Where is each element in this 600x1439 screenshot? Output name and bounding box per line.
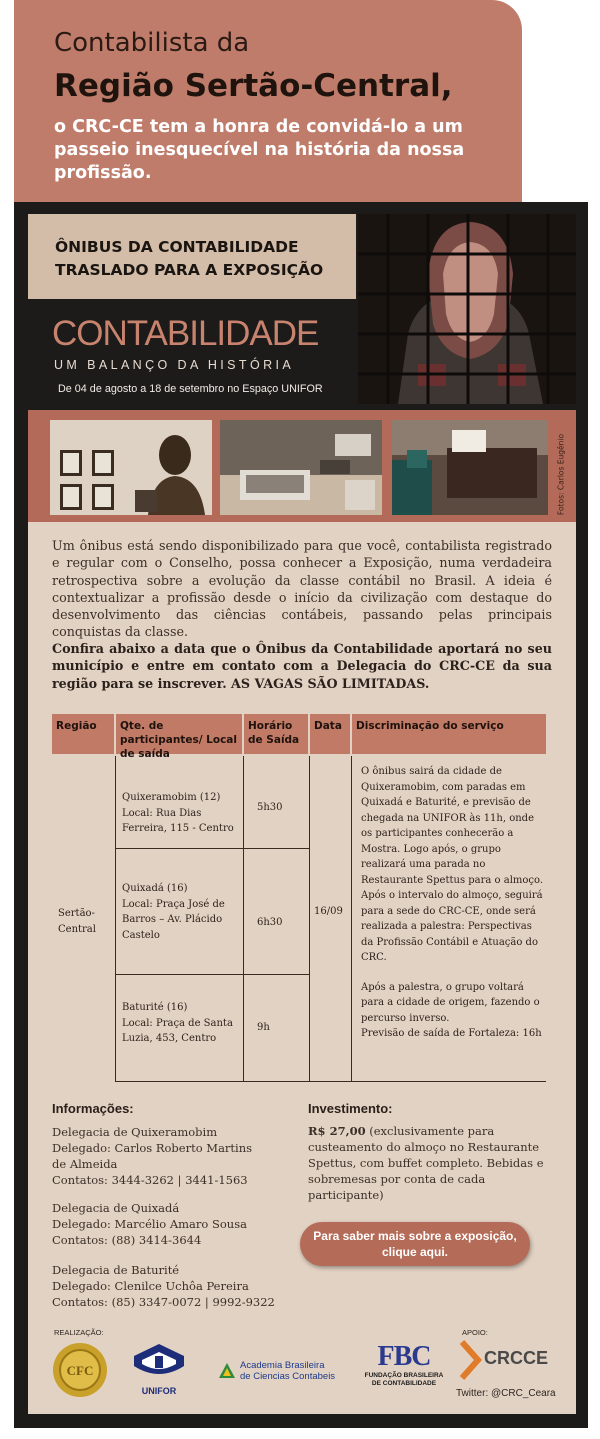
investment-description: (exclusivamente para custeamento do almoço no Restaurante Spettus, com buffet completo. Bebidas e sobremesas por conta de cada participante) [308, 1124, 544, 1202]
crcce-logo [458, 1340, 568, 1390]
crcce-logo-text: CRCCE [484, 1348, 549, 1368]
row-time: 5h30 [257, 802, 283, 813]
cfc-seal-logo [52, 1342, 108, 1398]
more-info-button[interactable] [300, 1222, 530, 1266]
row-city: Baturité (16) [122, 1002, 188, 1013]
stained-glass-portrait-image [358, 214, 576, 404]
info-block-quixeramobim [52, 1124, 262, 1188]
investment-text [308, 1123, 553, 1203]
row-time: 6h30 [257, 917, 283, 928]
table-divider [351, 756, 352, 1082]
table-divider [115, 756, 116, 1082]
table-header-regiao: Região [52, 714, 114, 754]
academia-line-2: de Ciencias Contabeis [240, 1371, 336, 1382]
row-local: Local: Rua Dias Ferreira, 115 - Centro [122, 807, 234, 834]
intro-paragraph: Um ônibus está sendo disponibilizado para que você, contabilista registrado e regular com o Conselho, possa conhecer a Exposição, numa verdadeira retrospectiva sobre a evolução da classe contábil no Brasil. A ideia é contextualizar a profissão desde o início da civilização com destaque do desenvolvimento das ciências contábeis, passando pelas principais conquistas da classe. [52, 538, 552, 640]
cfc-seal-text: CFC [66, 1363, 94, 1378]
investment-price: R$ 27,00 [308, 1124, 366, 1138]
bus-title-line-2: TRASLADO PARA A EXPOSIÇÃO [55, 261, 324, 279]
unifor-label: UNIFOR [141, 1386, 177, 1396]
row-time: 9h [257, 1022, 270, 1033]
exhibit-photo-desk [392, 420, 548, 515]
info-contatos: Contatos: 3444-3262 | 3441-1563 [52, 1173, 248, 1187]
info-contatos: Contatos: (85) 3347-0072 | 9992-9322 [52, 1295, 275, 1309]
more-info-button-line-1: Para saber mais sobre a exposição, [313, 1229, 517, 1243]
info-delegacia: Delegacia de Baturité [52, 1263, 180, 1277]
table-divider [115, 848, 309, 849]
expo-title: CONTABILIDADE [52, 314, 319, 353]
table-header-data: Data [310, 714, 350, 754]
info-title: Informações: [52, 1101, 134, 1116]
fbc-logo-text: FBC [377, 1341, 431, 1372]
info-delegacia: Delegacia de Quixeramobim [52, 1125, 218, 1139]
academia-logo [218, 1360, 368, 1382]
table-cell-date: 16/09 [314, 906, 343, 917]
row-city: Quixeramobim (12) [122, 792, 221, 803]
fbc-line-2: DE CONTABILIDADE [371, 1380, 437, 1387]
expo-dates: De 04 de agosto a 18 de setembro no Espaço UNIFOR [58, 383, 323, 395]
fbc-logo [356, 1342, 452, 1388]
header-line-1: Contabilista da [54, 28, 250, 58]
realizacao-label: REALIZAÇÃO: [54, 1328, 104, 1337]
info-delegado: Delegado: Carlos Roberto Martins de Almeida [52, 1141, 253, 1171]
service-text-2: Após a palestra, o grupo voltará para a cidade de origem, fazendo o percurso inverso. [361, 981, 540, 1024]
more-info-button-line-2: clique aqui. [381, 1245, 448, 1259]
row-local: Local: Praça de Santa Luzia, 453, Centro [122, 1017, 233, 1044]
photo-credit: Fotos: Carlos Eugênio [556, 433, 566, 516]
row-local: Local: Praça José de Barros – Av. Plácido Castelo [122, 898, 225, 941]
table-row [122, 881, 240, 943]
table-divider [115, 1081, 546, 1082]
apoio-label: APOIO: [462, 1328, 488, 1337]
exhibit-photo-bust [50, 420, 212, 515]
table-header-horario: Horário de Saída [244, 714, 308, 754]
info-delegado: Delegado: Clenilce Uchôa Pereira [52, 1279, 249, 1293]
table-row [122, 790, 240, 837]
table-header-qte: Qte. de participantes/ Local de saída [116, 714, 242, 754]
table-divider [309, 756, 310, 1082]
bus-title [55, 236, 345, 282]
info-delegado: Delegado: Marcélio Amaro Sousa [52, 1217, 247, 1231]
table-divider [243, 756, 244, 1082]
info-contatos: Contatos: (88) 3414-3644 [52, 1233, 202, 1247]
expo-subtitle: UM BALANÇO DA HISTÓRIA [54, 358, 295, 372]
service-text-3: Previsão de saída de Fortaleza: 16h [361, 1028, 542, 1039]
info-delegacia: Delegacia de Quixadá [52, 1201, 180, 1215]
academia-line-1: Academia Brasileira [240, 1360, 325, 1371]
header-invite-text: o CRC-CE tem a honra de convidá-lo a um passeio inesquecível na história da nossa profissão. [54, 117, 465, 183]
table-cell-region: Sertão-Central [58, 908, 96, 935]
table-row [122, 1000, 240, 1047]
fbc-line-1: FUNDAÇÃO BRASILEIRA [364, 1372, 444, 1379]
table-cell-service [361, 764, 545, 1042]
unifor-logo [130, 1342, 188, 1402]
info-block-quixada [52, 1200, 282, 1248]
table-header-disc: Discriminação do serviço [352, 714, 546, 754]
service-text-1: O ônibus sairá da cidade de Quixeramobim, com paradas em Quixadá e Baturité, e previsão de chegada na UNIFOR às 11h, onde os participantes conhecerão a Mostra. Logo após, o grupo realizará uma parada no Restaurante Spettus para o almoço. Após o intervalo do almoço, seguirá para a sede do CRC-CE, onde será realizada a palestra: Perspectivas da Profissão Contábil e Atuação do CRC. [361, 766, 544, 963]
confira-paragraph: Confira abaixo a data que o Ônibus da Contabilidade aportará no seu município e entre em contato com a Delegacia do CRC-CE da sua região para se inscrever. AS VAGAS SÃO LIMITADAS. [52, 641, 552, 691]
twitter-handle: Twitter: @CRC_Ceara [456, 1388, 556, 1399]
table-divider [115, 974, 309, 975]
investment-title: Investimento: [308, 1101, 393, 1116]
bus-title-line-1: ÔNIBUS DA CONTABILIDADE [55, 238, 299, 256]
exhibit-photo-typewriters [220, 420, 382, 515]
header-line-2: Região Sertão-Central, [54, 68, 453, 104]
row-city: Quixadá (16) [122, 883, 188, 894]
info-block-baturite [52, 1262, 292, 1310]
